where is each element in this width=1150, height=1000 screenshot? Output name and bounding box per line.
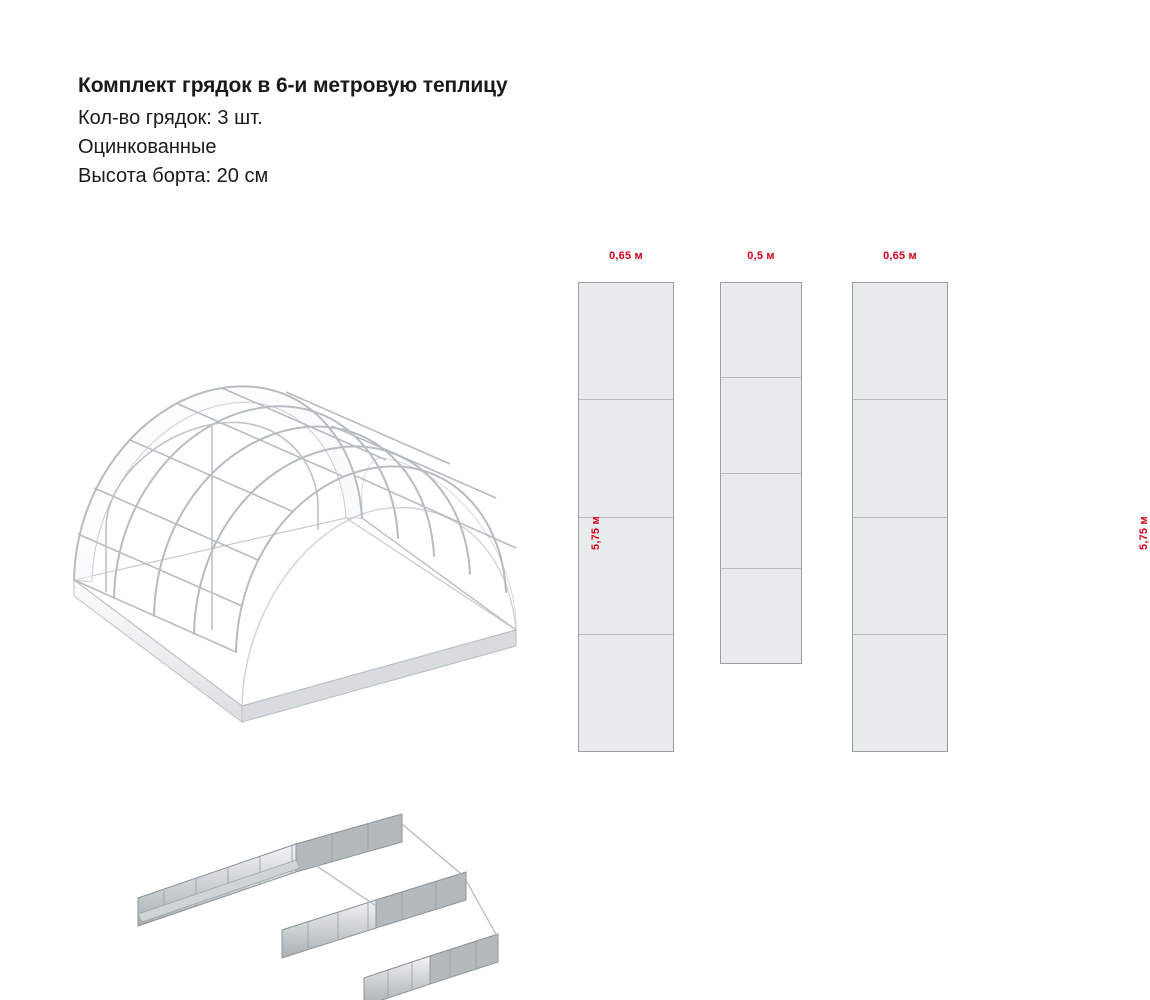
bed-panels-diagram <box>560 250 1150 770</box>
panel-left-width-label: 0,65 м <box>609 250 643 262</box>
panel-segment <box>579 283 673 400</box>
panel-segment <box>579 400 673 517</box>
panel-segment <box>721 378 801 473</box>
panel-segment <box>853 283 947 400</box>
panel-segment <box>579 635 673 751</box>
panel-segment <box>853 635 947 751</box>
panel-segment <box>853 400 947 517</box>
panel-segment <box>721 569 801 663</box>
garden-bed-3 <box>364 934 498 1000</box>
page-title: Комплект грядок в 6-и метровую теплицу <box>78 74 508 97</box>
panel-center-width-label: 0,5 м <box>747 250 775 262</box>
panel-right-width-label: 0,65 м <box>883 250 917 262</box>
panel-right-length-label: 5,75 м <box>1138 516 1150 550</box>
garden-bed-2 <box>282 872 466 958</box>
spec-material: Оцинкованные <box>78 135 217 158</box>
product-description-block <box>78 72 718 191</box>
spec-quantity: Кол-во грядок: 3 шт. <box>78 106 263 129</box>
panel-segment <box>721 474 801 569</box>
panel-center-body <box>720 282 802 664</box>
panel-right-body <box>852 282 948 752</box>
panel-segment <box>853 518 947 635</box>
greenhouse-illustration <box>46 330 546 730</box>
panel-segment <box>721 283 801 378</box>
greenhouse-3d-drawing <box>46 330 546 730</box>
panel-left-length-label: 5,75 м <box>590 516 602 550</box>
spec-board-height: Высота борта: 20 см <box>78 165 269 188</box>
